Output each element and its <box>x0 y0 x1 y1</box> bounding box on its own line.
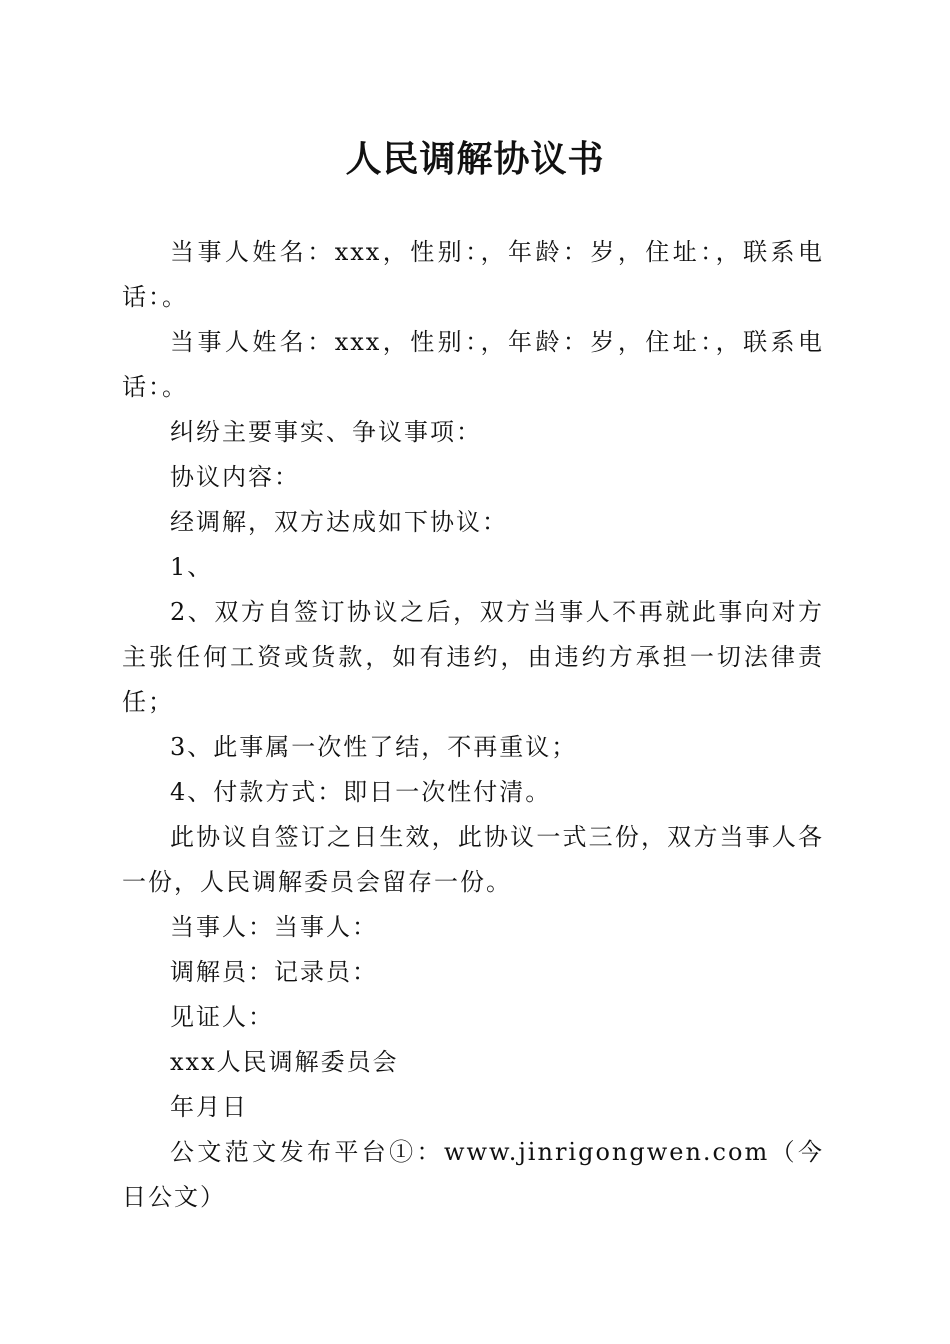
agreement-item-3: 3、此事属一次性了结，不再重议； <box>170 733 578 761</box>
committee-name: xxx人民调解委员会 <box>170 1048 399 1076</box>
effective-clause: 此协议自签订之日生效，此协议一式三份，双方当事人各一份，人民调解委员会留存一份。 <box>122 823 824 896</box>
party-one-info: 当事人姓名：xxx，性别：，年龄：岁，住址：，联系电话：。 <box>122 238 824 311</box>
source-footer: 公文范文发布平台①：www.jinrigongwen.com（今日公文） <box>122 1138 824 1211</box>
signature-parties: 当事人：当事人： <box>170 913 378 941</box>
dispute-facts-heading: 纠纷主要事实、争议事项： <box>170 418 482 446</box>
agreement-intro: 经调解，双方达成如下协议： <box>170 508 508 536</box>
agreement-content-heading: 协议内容： <box>170 463 300 491</box>
signature-mediator-recorder: 调解员：记录员： <box>170 958 378 986</box>
agreement-item-2: 2、双方自签订协议之后，双方当事人不再就此事向对方主张任何工资或货款，如有违约，由违约方承担一切法律责任； <box>122 598 824 716</box>
agreement-item-1: 1、 <box>170 553 214 581</box>
signature-witness: 见证人： <box>170 1003 274 1031</box>
document-title: 人民调解协议书 <box>345 138 605 180</box>
party-two-info: 当事人姓名：xxx，性别：，年龄：岁，住址：，联系电话：。 <box>122 328 824 401</box>
date-line: 年月日 <box>170 1093 248 1121</box>
document-body <box>122 230 824 1220</box>
agreement-item-4: 4、付款方式：即日一次性付清。 <box>170 778 552 806</box>
